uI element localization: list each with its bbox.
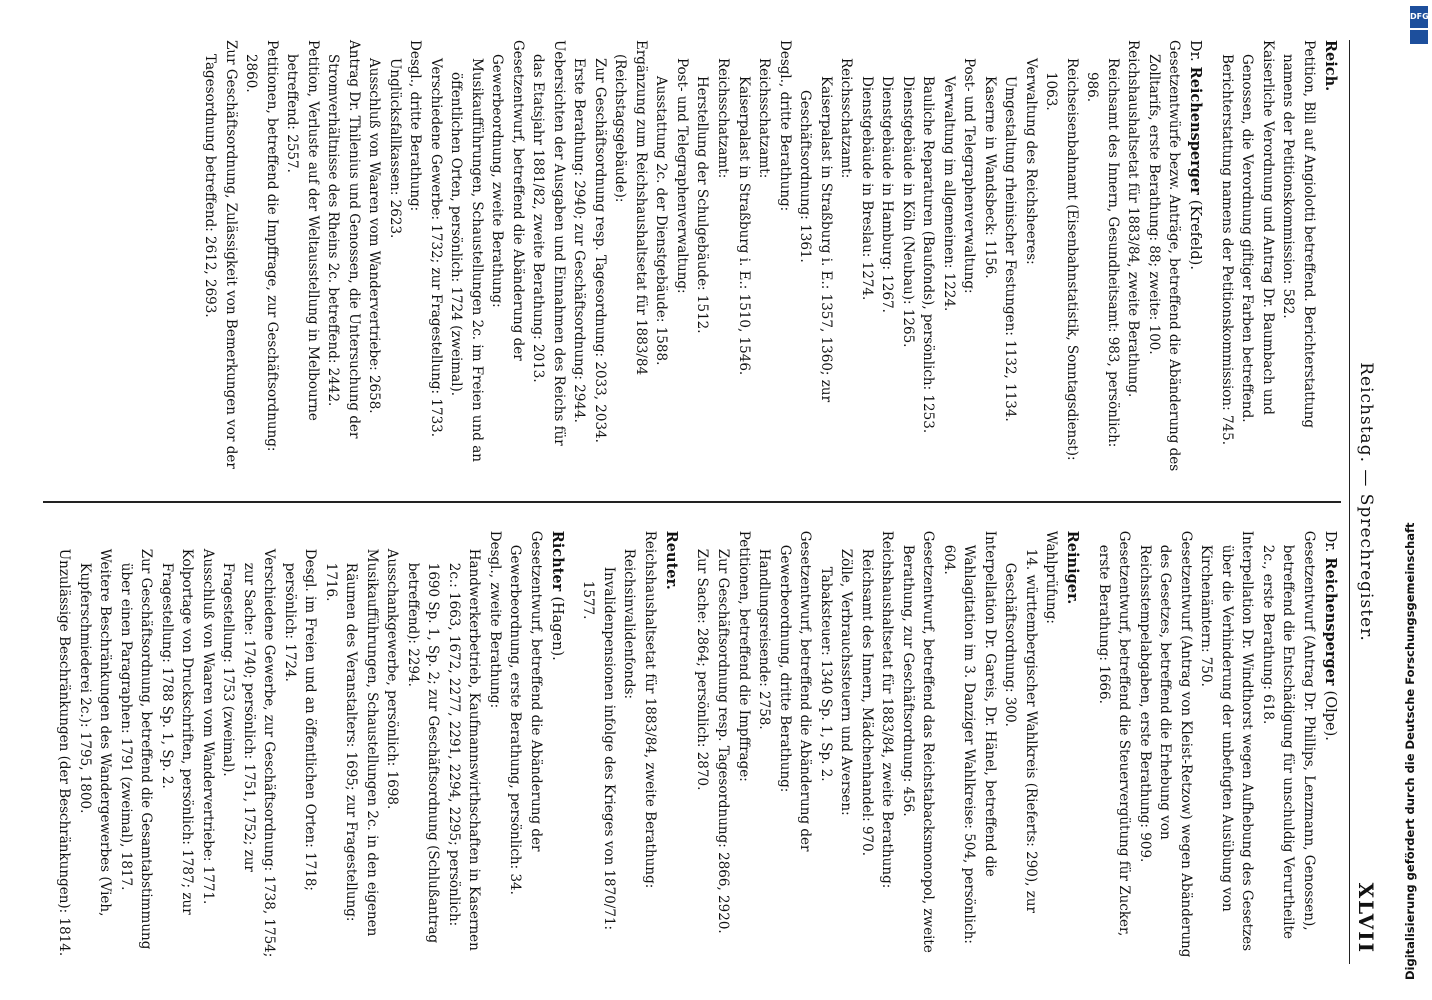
register-entry: Desgl., dritte Berathung:	[407, 40, 424, 212]
speaker-block	[692, 531, 1083, 964]
register-entry: Interpellation Dr. Windthorst wegen Aufhebung des Gesetzes über die Verhinderung der unbefugten Ausübung von Kirchenämtern: 750.	[1198, 530, 1256, 952]
register-entry: Reichshaushaltsetat für 1883/84, zweite Berathung.	[1125, 40, 1142, 398]
register-subentry: Ausschluß von Waaren vom Wandervertriebe: 1771.	[199, 548, 216, 905]
speaker-name: Reichensperger	[1187, 66, 1205, 195]
page-number: XLVII	[1354, 882, 1378, 954]
register-subentry: Musikaufführungen, Schaustellungen 2c. im Freien und an öffentlichen Orten, persönlich: 1724 (zweimal).	[448, 58, 485, 462]
register-subentry: Handwerkerbetrieb, Kaufmannswirthschaften in Kasernen 2c.: 1663, 1672, 2277, 2291, 2294, 2295; persönlich: 1690 Sp. 1, Sp. 2; zur Geschäftsordnung (Schlußantrag betreffend): 2294.	[404, 548, 483, 951]
speaker-block	[200, 40, 1207, 473]
register-columns	[43, 40, 1341, 964]
register-entry: Gesetzentwurf (Antrag von Kleist-Retzow) wegen Abänderung des Gesetzes, betreffend die Erhebung von Reichsstempelabgaben, erste Berathung: 909.	[1136, 530, 1194, 958]
dfg-logo-bar	[1410, 30, 1428, 44]
register-subentry: Desgl. im Freien und an öffentlichen Orten: 1718; persönlich: 1724.	[281, 548, 319, 891]
register-subentry: Erste Berathung: 2940; zur Geschäftsordnung: 2944.	[571, 58, 588, 423]
register-subentry: Ausstattung 2c. der Dienstgebäude: 1588.	[653, 76, 670, 366]
speaker-block	[1216, 40, 1341, 473]
speaker-title: Dr.	[1322, 530, 1338, 553]
register-entry: Gesetzentwurf, betreffend das Reichstabacksmonopol, zweite Berathung, zur Geschäftsordnung: 456.	[899, 530, 937, 953]
register-subentry: Ausschankgewerbe, persönlich: 1698.	[384, 548, 401, 810]
register-subentry: Herstellung der Schulgebäude: 1512.	[694, 76, 711, 334]
register-subentry: Zur Geschäftsordnung, betreffend die Gesamtabstimmung über einen Paragraphen: 1791 (zweimal), 1817.	[117, 548, 155, 950]
speaker-block	[1093, 531, 1341, 964]
speaker-heading	[1184, 40, 1206, 473]
register-subentry: Handlungsreisende: 2758.	[756, 548, 773, 730]
register-entry: Reichshaushaltsetat für 1883/84, zweite Berathung:	[641, 530, 658, 889]
register-entry: Interpellation Dr. Gareis, Dr. Hänel, betreffend die Wahlagitation im 3. Danziger Wahlkreise: 504, persönlich: 604.	[940, 530, 998, 944]
register-subentry: Weitere Beschränkungen des Wandergewerbes (Vieh, Kupferschmiederei 2c.): 1795, 1800.	[76, 548, 114, 917]
speaker-heading	[660, 531, 682, 964]
register-entry: Uebersichten der Ausgaben und Einnahmen des Reichs für das Etatsjahr 1881/82, zweite Berathung: 2013.	[530, 40, 567, 446]
speaker-constituency: (Hagen).	[548, 596, 565, 661]
dfg-funding-notice: Digitalisierung gefördert durch die Deutsche Forschungsgemeinschaft	[1403, 522, 1417, 980]
register-subentry: Musikaufführungen, Schaustellungen 2c. in den eigenen Räumen des Veranstalters: 1695; zur Fragestellung: 1716.	[322, 548, 380, 937]
register-entry: Gesetzentwürfe bezw. Anträge, betreffend die Abänderung des Zolltarifs, erste Berathung: 88; zweite: 100.	[1145, 40, 1183, 472]
register-subentry: Reichsschatzamt:	[756, 58, 773, 179]
register-subentry: Zur Geschäftsordnung resp. Tagesordnung: 2866, 2920.	[715, 548, 732, 934]
register-subentry: Reichseisenbahnamt (Eisenbahnstatistik, Sonntagsdienst): 1063.	[1043, 58, 1080, 461]
running-head	[1349, 40, 1380, 964]
register-subentry: Verschiedene Gewerbe: 1732; zur Fragestellung: 1733.	[427, 58, 444, 438]
register-entry: Petitionen, betreffend die Impffrage:	[735, 530, 752, 782]
register-subentry: Kaiserpalast in Straßburg i. E.: 1510, 1546.	[735, 76, 752, 376]
register-subentry: Invalidenpensionen infolge des Krieges von 1870/71: 1577.	[580, 566, 617, 931]
register-subentry: Verwaltung im allgemeinen: 1224.	[940, 76, 957, 312]
register-subentry: Post- und Telegraphenverwaltung:	[673, 58, 690, 294]
register-entry: Ergänzung zum Reichshaushaltsetat für 1883/84 (Reichstagsgebäude):	[612, 40, 649, 376]
register-subentry: Umgestaltung rheinischer Festungen: 1132, 1134.	[1002, 76, 1019, 422]
speaker-heading	[1319, 531, 1341, 964]
register-subentry: Zur Sache: 2864; persönlich: 2870.	[694, 548, 711, 791]
register-subentry: Verschiedene Gewerbe, zur Geschäftsordnung: 1738, 1754; zur Sache: 1740; persönlich: 1751, 1752; zur Fragestellung: 1753 (zweimal).	[220, 548, 278, 958]
register-subentry: Zur Geschäftsordnung resp. Tagesordnung: 2033, 2034.	[591, 58, 608, 443]
register-entry: Desgl., dritte Berathung:	[776, 40, 793, 212]
speaker-block	[578, 531, 682, 964]
speaker-name: Reich.	[1322, 40, 1339, 92]
register-subentry: Zölle, Verbrauchssteuern und Aversen:	[838, 548, 855, 816]
register-subentry: Reichsinvalidenfonds:	[621, 548, 638, 699]
register-entry: Reichshaushaltsetat für 1883/84, zweite Berathung:	[879, 530, 896, 889]
register-subentry: Kaiserpalast in Straßburg i. E.: 1357, 1360; zur Geschäftsordnung: 1361.	[797, 76, 834, 403]
register-entry: Desgl., zweite Berathung:	[486, 530, 503, 709]
register-entry: Gesetzentwurf, betreffend die Abänderung der Gewerbeordnung, dritte Berathung:	[776, 530, 814, 852]
register-entry: Petitionen, betreffend die Impffrage, zur Geschäftsordnung: 2860.	[243, 40, 280, 452]
register-subentry: Bauliche Reparaturen (Baufonds), persönlich: 1253.	[920, 76, 937, 434]
register-entry: Wahlprüfung:	[1043, 530, 1060, 624]
register-subentry: Unglücksfallkassen: 2623.	[386, 58, 403, 239]
register-entry: Gesetzentwurf, betreffend die Abänderung der Gewerbeordnung, zweite Berathung:	[489, 40, 526, 361]
dfg-logo-icon: DFG	[1410, 6, 1428, 28]
speaker-block	[53, 531, 567, 964]
register-subentry: Unzulässige Beschränkungen (der Beschränkungen): 1814.	[56, 548, 72, 957]
register-entry: Gesetzentwurf, betreffend die Abänderung der Gewerbeordnung, erste Berathung, persönlich: 34.	[507, 530, 544, 895]
speaker-name: Reichensperger	[1322, 557, 1339, 686]
register-entry: Petition, Verluste auf der Weltausstellung in Melbourne betreffend: 2557.	[284, 40, 321, 421]
register-subentry: Reichsamt des Innern, Mädchenhandel: 970.	[858, 548, 875, 857]
register-subentry: Dienstgebäude in Köln (Neubau): 1265.	[899, 76, 916, 348]
register-subentry: Post- und Telegraphenverwaltung:	[961, 58, 978, 294]
register-entry: Zur Geschäftsordnung, Zulässigkeit von Bemerkungen vor der Tagesordnung betreffend: 2612, 2693.	[202, 40, 239, 469]
speaker-heading	[546, 531, 568, 964]
speaker-heading	[1319, 40, 1341, 473]
register-entry: Kaiserliche Verordnung und Antrag Dr. Baumbach und Genossen, die Verordnung giftiger Farben betreffend. Berichterstattung namens der Petitionskommission: 745.	[1218, 40, 1276, 446]
register-subentry: 14. württembergischer Wahlkreis (Rieferts: 290), zur Geschäftsordnung: 300.	[1002, 548, 1039, 913]
register-entry: Petition, Bill auf Angiolotti betreffend. Berichterstattung namens der Petitionskommission: 582.	[1280, 40, 1317, 429]
speaker-name: Reiniger.	[1064, 530, 1082, 605]
register-subentry: Dienstgebäude in Hamburg: 1267.	[879, 76, 896, 313]
register-entry: Antrag Dr. Thilenius und Genossen, die Untersuchung der Stromverhältnisse des Rheins 2c. betreffend: 2442.	[325, 40, 362, 439]
speaker-constituency: (Olpe).	[1322, 690, 1338, 741]
speaker-name: Reuter.	[662, 530, 680, 590]
speaker-title: Dr.	[1187, 40, 1204, 62]
register-subentry: Dienstgebäude in Breslau: 1274.	[858, 76, 875, 301]
register-entry: Gesetzentwurf, betreffend die Steuervergütung für Zucker, erste Berathung: 1666.	[1095, 530, 1133, 937]
speaker-constituency: (Krefeld).	[1187, 199, 1204, 270]
left-column	[43, 40, 1341, 473]
register-subentry: Kolportage von Druckschriften, persönlich: 1787; zur Fragestellung: 1788 Sp. 1, Sp. 2.	[158, 548, 196, 915]
register-entry: Gesetzentwurf (Antrag Dr. Phillips, Lenzmann, Genossen), betreffend die Entschädigung für unschuldig Verurtheilte 2c., erste Berathung: 618.	[1259, 530, 1317, 939]
register-subentry: Reichsschatzamt:	[838, 58, 855, 179]
register-subentry: Verwaltung des Reichsheeres:	[1022, 58, 1039, 265]
register-subentry: Reichsamt des Innern, Gesundheitsamt: 983, persönlich: 986.	[1084, 58, 1121, 448]
right-column	[43, 531, 1341, 964]
register-subentry: Tabaksteuer: 1340 Sp. 1, Sp. 2.	[817, 566, 834, 782]
register-subentry: Ausschluß von Waaren vom Wandervertriebe: 2658.	[366, 58, 383, 414]
speaker-heading	[1061, 531, 1083, 964]
running-head-title: Reichstag. — Sprechregister.	[1356, 362, 1376, 642]
register-subentry: Reichsschatzamt:	[715, 58, 732, 179]
column-divider	[43, 501, 1341, 503]
speaker-name: Richter	[548, 530, 566, 592]
register-subentry: Kaserne in Wandsbeck: 1156.	[981, 76, 998, 279]
